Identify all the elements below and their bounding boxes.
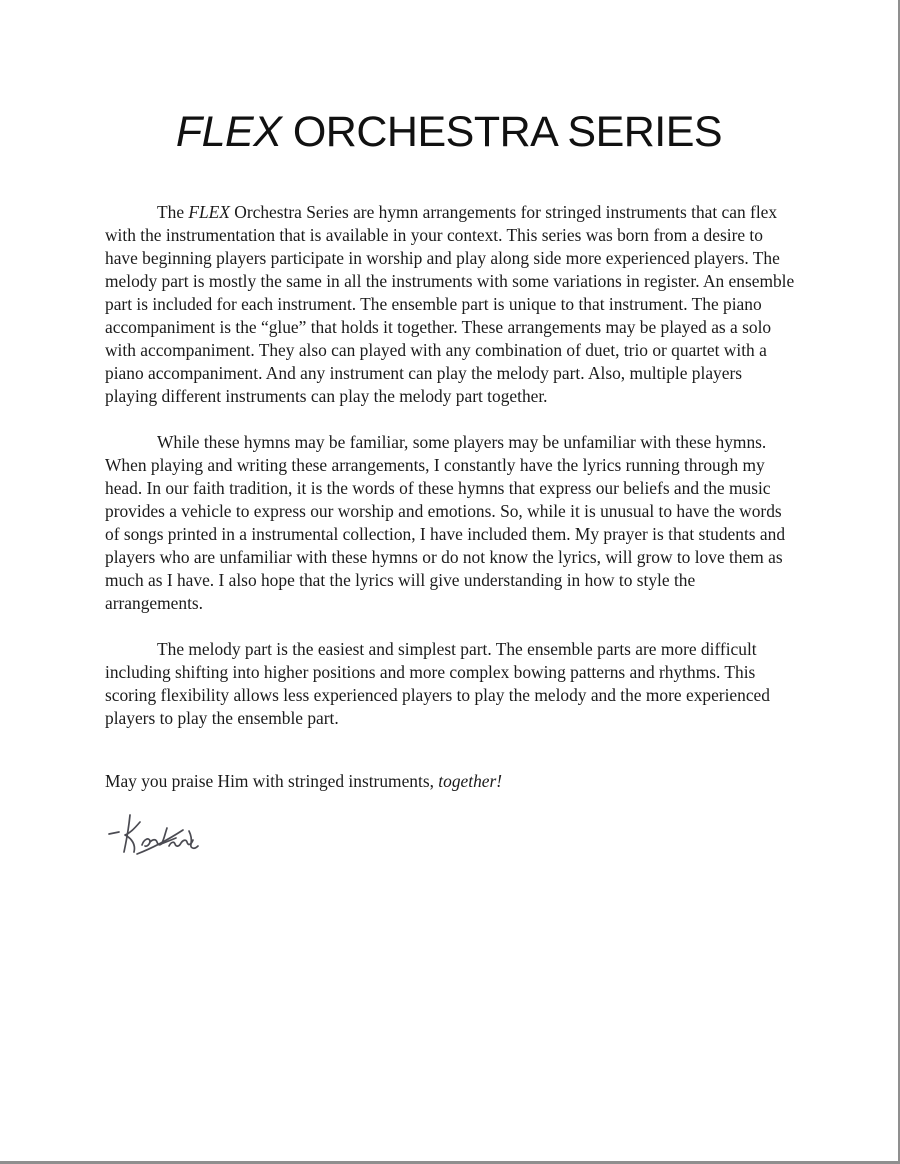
text-run: While these hymns may be familiar, some players may be unfamiliar with these hymns. When playing and writing these arrangements, I constantly have the lyrics running through my head. In our faith tradition, it is the words of these hymns that express our beliefs and the music provides a vehicle to express our worship and emotions. So, while it is unusual to have the words of songs printed in a instrumental collection, I have included them. My prayer is that students and players who are unfamiliar with these hymns or do not know the lyrics, will grow to love them as much as I have. I also hope that the lyrics will give understanding in how to style the arrangements.: [105, 432, 786, 613]
text-run: The: [157, 202, 189, 222]
letter-body: [105, 201, 797, 793]
title-rest: ORCHESTRA SERIES: [281, 108, 723, 156]
text-run: Orchestra Series are hymn arrangements for stringed instruments that can flex with the instrumentation that is available in your context. This series was born from a desire to have beginning players participate in worship and play along side more experienced players. The melody part is mostly the same in all the instruments with some variations in register. An ensemble part is included for each instrument. The ensemble part is unique to that instrument. The piano accompaniment is the “glue” that holds it together. These arrangements may be played as a solo with accompaniment. They also can played with any combination of duet, trio or quartet with a piano accompaniment. And any instrument can play the melody part. Also, multiple players playing different instruments can play the melody part together.: [105, 202, 795, 406]
closing-line: [105, 770, 797, 793]
text-run: May you praise Him with stringed instruments,: [105, 771, 439, 791]
text-run: The melody part is the easiest and simplest part. The ensemble parts are more difficult including shifting into higher positions and more complex bowing patterns and rhythms. This scoring flexibility allows less experienced players to play the melody and the more experienced players to play the ensemble part.: [105, 639, 770, 728]
signature-block: [103, 808, 223, 872]
paragraph-list: [105, 201, 797, 730]
paragraph: [105, 638, 797, 730]
title-flex-italic: FLEX: [175, 108, 282, 156]
signature-dash-stroke: [109, 832, 119, 834]
page-title: [0, 108, 898, 157]
italic-run: FLEX: [188, 202, 230, 222]
handwritten-signature: [103, 808, 213, 870]
paragraph: [105, 201, 797, 408]
paragraph: [105, 431, 797, 615]
italic-run: together!: [438, 771, 503, 791]
